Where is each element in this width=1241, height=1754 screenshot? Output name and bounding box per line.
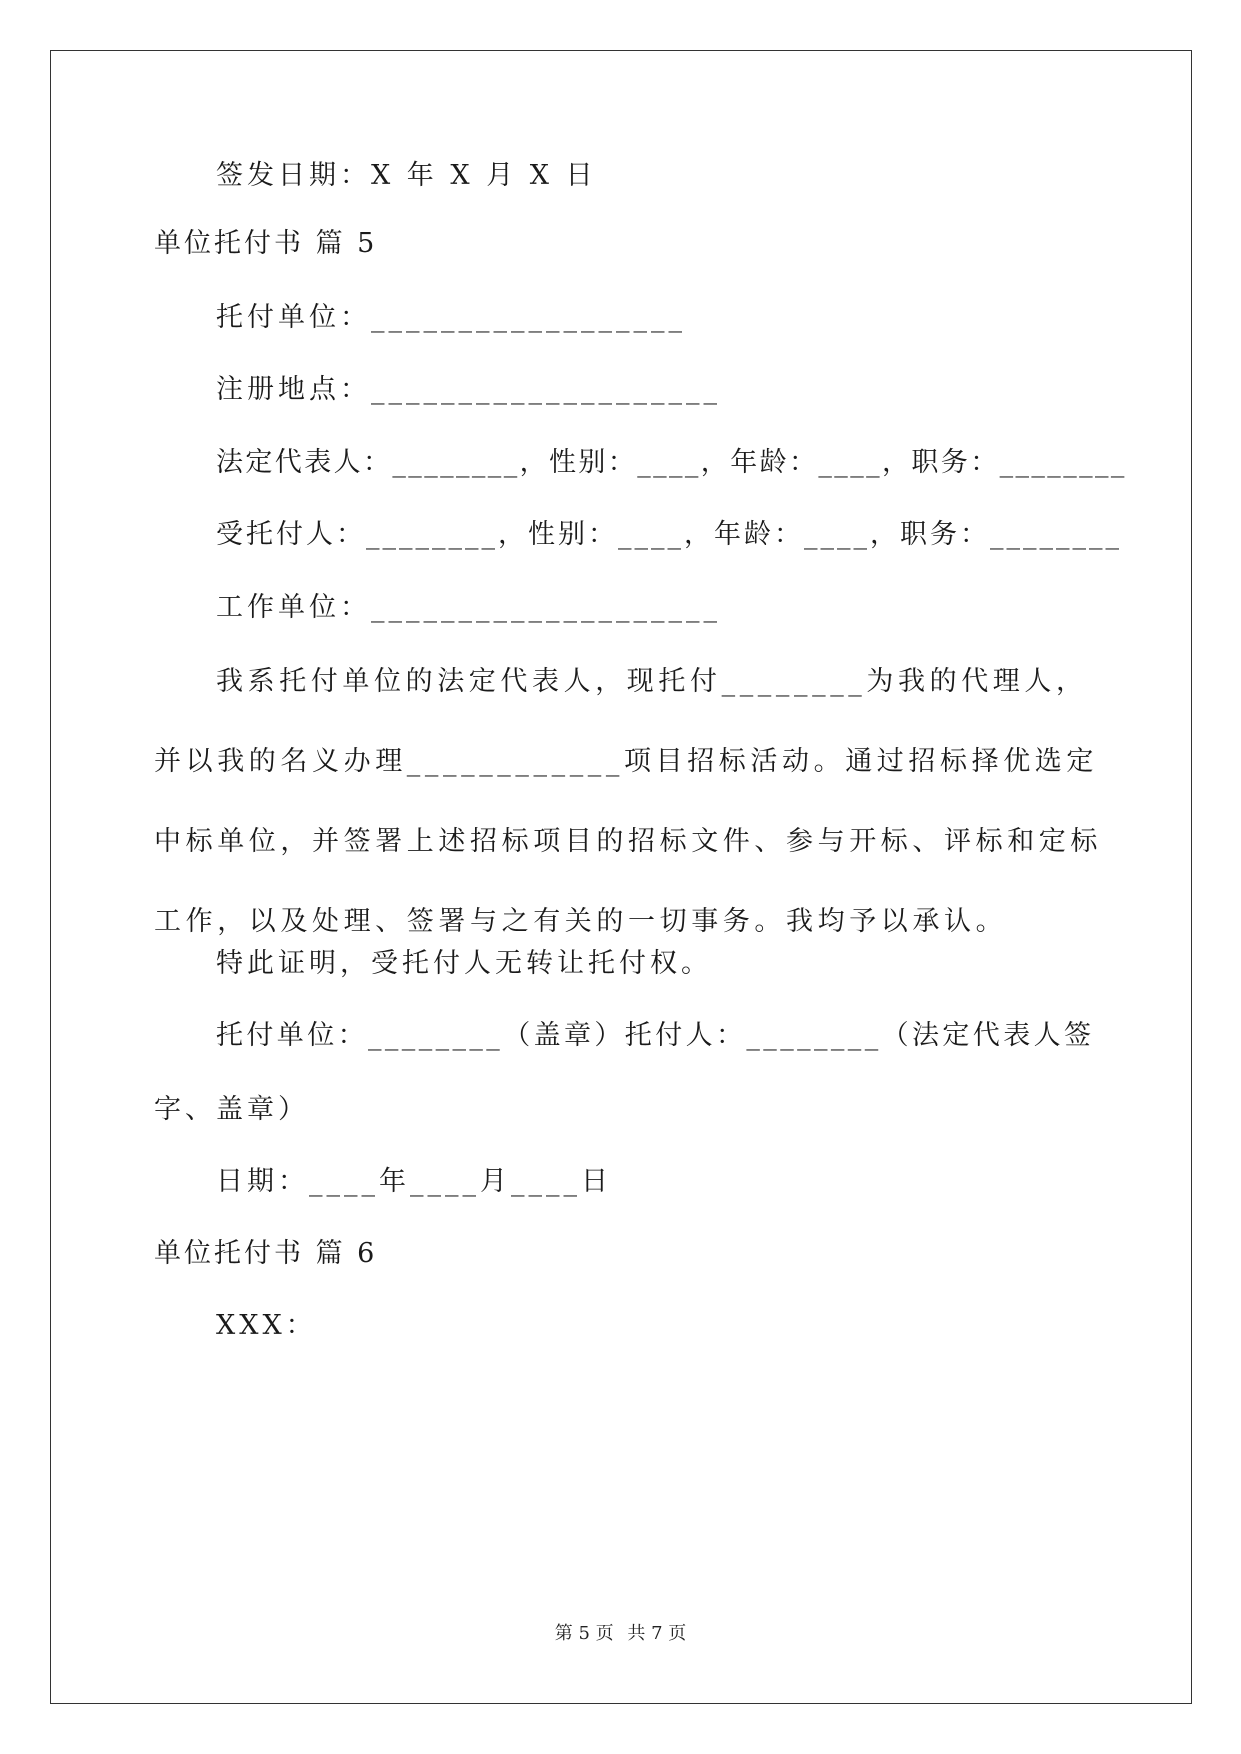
legal-representative-field: 法定代表人：________，性别：____，年龄：____，职务：________ — [216, 447, 1127, 478]
total-pages: 共 7 页 — [627, 1623, 687, 1644]
current-page-number: 第 5 页 — [554, 1623, 614, 1644]
issue-date: 签发日期：X 年 X 月 X 日 — [216, 160, 597, 191]
date-field: 日期：____年____月____日 — [216, 1166, 612, 1197]
section-heading-5: 单位托付书 篇 5 — [154, 228, 378, 259]
agent-field: 受托付人：________，性别：____，年龄：____，职务：________ — [216, 519, 1122, 550]
principal-unit-field: 托付单位：__________________ — [216, 302, 686, 333]
addressee: XXX： — [216, 1310, 317, 1341]
signature-line: 托付单位：________（盖章）托付人：________（法定代表人签 — [216, 1020, 1095, 1051]
section-heading-6: 单位托付书 篇 6 — [154, 1238, 378, 1269]
signature-line-continued: 字、盖章） — [154, 1094, 309, 1125]
registered-address-field: 注册地点：____________________ — [216, 374, 721, 405]
page-footer — [0, 1622, 1241, 1646]
work-unit-field: 工作单位：____________________ — [216, 592, 721, 623]
certification-statement: 特此证明，受托付人无转让托付权。 — [216, 948, 712, 979]
authorization-paragraph: 我系托付单位的法定代表人，现托付________为我的代理人，并以我的名义办理____________项目招标活动。通过招标择优选定中标单位，并签署上述招标项目的招标文件、参与开标、评标和定标工作，以及处理、签署与之有关的一切事务。我均予以承认。 — [154, 666, 1102, 937]
